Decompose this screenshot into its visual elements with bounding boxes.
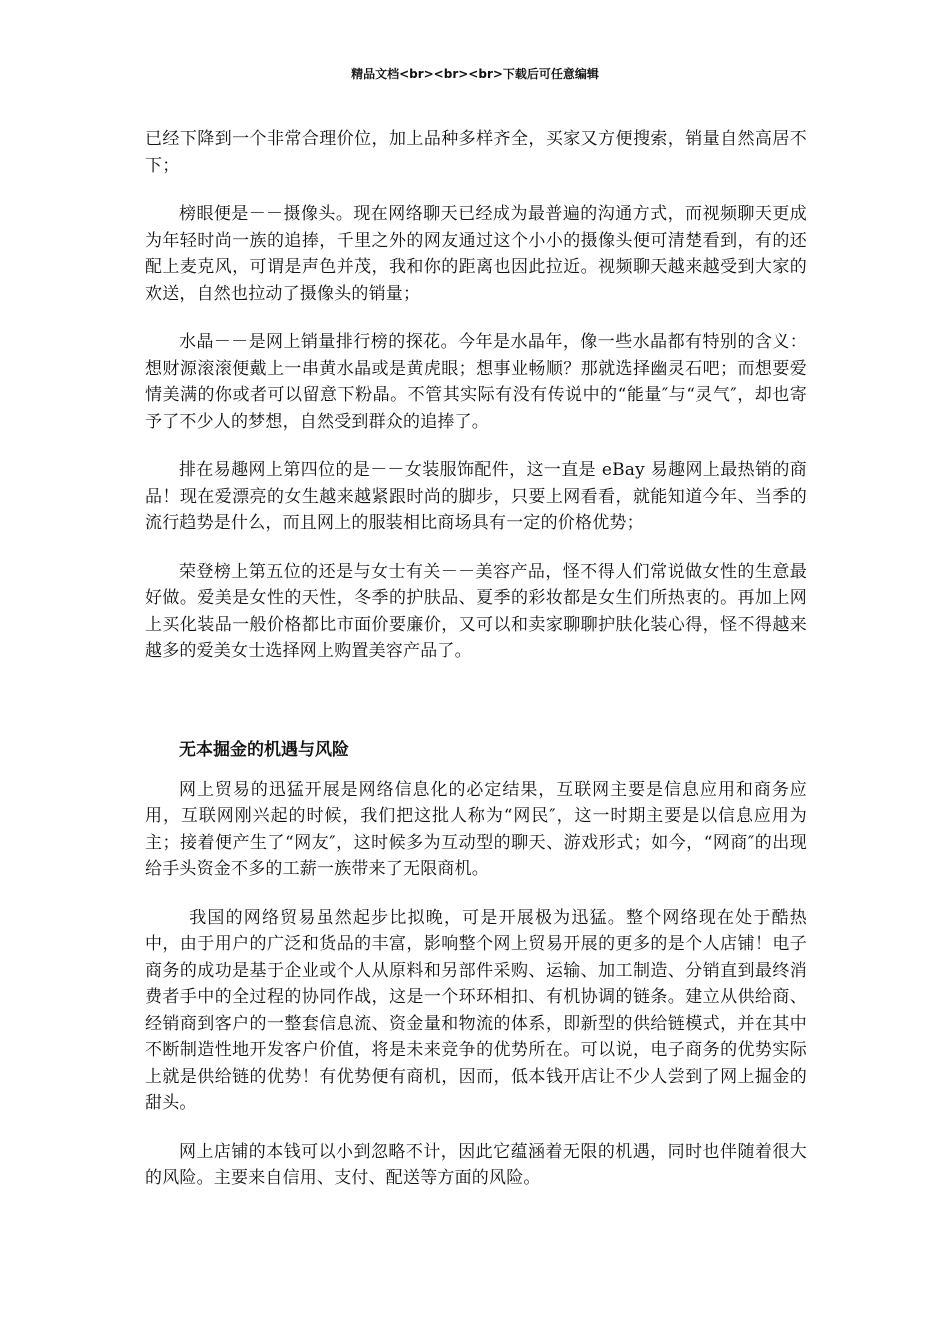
paragraph-risk: 网上店铺的本钱可以小到忽略不计，因此它蕴涵着无限的机遇，同时也伴随着很大的风险。主要来自信用、支付、配送等方面的风险。 <box>145 1141 807 1188</box>
paragraph-continued: 已经下降到一个非常合理价位，加上品种多样齐全，买家又方便搜索，销量自然高居不下； <box>145 129 807 176</box>
paragraph-ecommerce: 我国的网络贸易虽然起步比拟晚，可是开展极为迅猛。整个网络现在处于酷热中，由于用户的广泛和货品的丰富，影响整个网上贸易开展的更多的是个人店铺！电子商务的成功是基于企业或个人从原料和另部件采购、运输、加工制造、分销直到最终消费者手中的全过程的协同作战，这是一个环环相扣、有机协调的链条。建立从供给商、经销商到客户的一整套信息流、资金量和物流的体系，即新型的供给链模式，并在其中不断制造性地开发客户价值，将是未来竞争的优势所在。可以说，电子商务的优势实际上就是供给链的优势！有优势便有商机，因而，低本钱开店让不少人尝到了网上掘金的甜头。 <box>145 907 807 1113</box>
document-body <box>145 126 807 1214</box>
section-heading: 无本掘金的机遇与风险 <box>179 739 349 760</box>
paragraph-camera: 榜眼便是－－摄像头。现在网络聊天已经成为最普遍的沟通方式，而视频聊天更成为年轻时尚一族的追捧，千里之外的网友通过这个小小的摄像头便可清楚看到，有的还配上麦克风，可谓是声色并茂，我和你的距离也因此拉近。视频聊天越来越受到大家的欢送，自然也拉动了摄像头的销量； <box>145 204 807 304</box>
paragraph-womens-accessories: 排在易趣网上第四位的是－－女装服饰配件，这一直是 eBay 易趣网上最热销的商品！现在爱漂亮的女生越来越紧跟时尚的脚步，只要上网看看，就能知道今年、当季的流行趋势是什么，而且网上的服装相比商场具有一定的价格优势； <box>145 460 807 533</box>
page-header: 精品文档<br><br><br>下载后可任意编辑 <box>351 67 599 81</box>
paragraph-beauty-products: 荣登榜上第五位的还是与女士有关－－美容产品，怪不得人们常说做女性的生意最好做。爱美是女性的天性，冬季的护肤品、夏季的彩妆都是女生们所热衷的。再加上网上买化装品一般价格都比市面价要廉价，又可以和卖家聊聊护肤化装心得，怪不得越来越多的爱美女士选择网上购置美容产品了。 <box>145 561 807 661</box>
paragraph-crystal: 水晶－－是网上销量排行榜的探花。今年是水晶年，像一些水晶都有特别的含义：想财源滚滚便戴上一串黄水晶或是黄虎眼；想事业畅顺？那就选择幽灵石吧；而想要爱情美满的你或者可以留意下粉晶。不管其实际有没有传说中的“能量″与“灵气″，却也寄予了不少人的梦想，自然受到群众的追捧了。 <box>145 332 807 432</box>
paragraph-online-trade: 网上贸易的迅猛开展是网络信息化的必定结果，互联网主要是信息应用和商务应用，互联网刚兴起的时候，我们把这批人称为“网民″，这一时期主要是以信息应用为主；接着便产生了“网友″，这时候多为互动型的聊天、游戏形式；如今，“网商″的出现给手头资金不多的工薪一族带来了无限商机。 <box>145 779 807 879</box>
